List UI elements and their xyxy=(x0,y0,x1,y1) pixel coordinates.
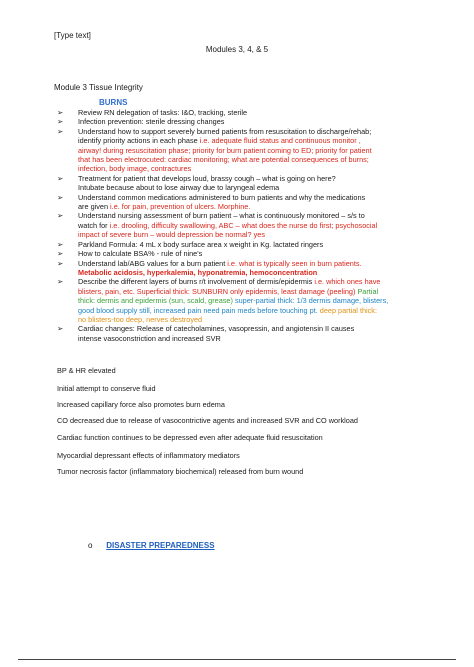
bullet-line xyxy=(78,202,437,211)
bullet-item xyxy=(57,211,437,239)
disaster-preparedness-link[interactable]: DISASTER PREPAREDNESS xyxy=(106,541,215,550)
bullet-line xyxy=(78,334,437,343)
text-run: Understand common medications administered to burn patients and why the medications xyxy=(78,192,366,202)
bullet-item xyxy=(57,127,437,174)
body-paragraph: BP & HR elevated xyxy=(57,366,116,375)
bullet-line xyxy=(78,240,437,249)
bullet-line xyxy=(78,211,437,220)
text-run: Parkland Formula: 4 mL x body surface area x weight in Kg. lactated ringers xyxy=(78,239,324,249)
arrow-bullet-icon: ➢ xyxy=(57,192,64,202)
arrow-bullet-icon: ➢ xyxy=(57,258,64,268)
bullet-line xyxy=(78,127,437,136)
text-run: Intubate because about to lose airway due to laryngeal edema xyxy=(78,183,280,193)
disaster-preparedness-item xyxy=(88,541,215,550)
bullet-line xyxy=(78,259,437,268)
bullet-line xyxy=(78,315,437,324)
body-paragraph: Cardiac function continues to be depressed even after adequate fluid resuscitation xyxy=(57,433,323,442)
text-run: How to calculate BSA% - rule of nine's xyxy=(78,249,203,259)
module-heading: Module 3 Tissue Integrity xyxy=(54,83,143,92)
bullet-line xyxy=(78,136,437,145)
body-paragraph: Initial attempt to conserve fluid xyxy=(57,384,156,393)
bullet-item xyxy=(57,240,437,249)
text-run: Understand how to support severely burned patients from resuscitation to discharge/rehab; xyxy=(78,126,372,136)
bullet-line xyxy=(78,296,437,305)
list-marker: o xyxy=(88,541,93,550)
bullet-item xyxy=(57,259,437,278)
text-run: good blood supply still, increased pain need pain meds before touching pt. xyxy=(78,305,320,315)
bullet-line xyxy=(78,108,437,117)
text-run: i.e. adequate fluid status and continuous monitor , xyxy=(199,136,361,146)
arrow-bullet-icon: ➢ xyxy=(57,117,64,127)
body-paragraph: Tumor necrosis factor (inflammatory biochemical) released from burn wound xyxy=(57,467,304,476)
bullet-line xyxy=(78,230,437,239)
arrow-bullet-icon: ➢ xyxy=(57,277,64,287)
bullet-line xyxy=(78,287,437,296)
text-run: i.e. for pain, prevention of ulcers. Morphine. xyxy=(110,202,251,212)
text-run: i.e. which ones have xyxy=(314,277,381,287)
bullet-line xyxy=(78,249,437,258)
bullet-line xyxy=(78,268,437,277)
bullet-item xyxy=(57,174,437,193)
text-run: Understand nursing assessment of burn patient – what is continuously monitored – s/s to xyxy=(78,211,365,221)
page-title: Modules 3, 4, & 5 xyxy=(205,45,269,54)
footer-divider xyxy=(18,659,456,660)
text-run: Understand lab/ABG values for a burn patient xyxy=(78,258,228,268)
text-run: identify priority actions in each phase xyxy=(78,136,200,146)
text-run: watch for xyxy=(78,220,110,230)
section-heading-burns: BURNS xyxy=(99,98,128,107)
bullet-item xyxy=(57,108,437,117)
text-run: Metabolic acidosis, hyperkalemia, hyponatremia, hemoconcentration xyxy=(78,267,318,277)
bullet-line xyxy=(78,146,437,155)
arrow-bullet-icon: ➢ xyxy=(57,211,64,221)
text-run: are given xyxy=(78,202,111,212)
text-run: airway! during resuscitation phase; priority for burn patient coming to ED; priority for patient xyxy=(78,145,372,155)
text-run: Describe the different layers of burns r/t involvement of dermis/epidermis xyxy=(78,277,315,287)
bullet-item xyxy=(57,117,437,126)
arrow-bullet-icon: ➢ xyxy=(57,239,64,249)
text-run: i.e. what is typically seen in burn patients. xyxy=(227,258,362,268)
text-run: blisters, pain, etc. Superficial thick: SUNBURN only epidermis, least damage (peeling) xyxy=(78,286,358,296)
header-type-text: [Type text] xyxy=(54,31,91,40)
text-run: thick: dermis and epidermis (sun, scald, grease) xyxy=(78,296,235,306)
text-run: infection, body image, contractures xyxy=(78,164,192,174)
bullet-line xyxy=(78,183,437,192)
text-run: intense vasoconstriction and increased SVR xyxy=(78,333,221,343)
body-paragraph: Increased capillary force also promotes burn edema xyxy=(57,400,225,409)
bullet-line xyxy=(78,164,437,173)
arrow-bullet-icon: ➢ xyxy=(57,249,64,259)
text-run: Cardiac changes: Release of catecholamines, vasopressin, and angiotensin II causes xyxy=(78,324,355,334)
text-run: i.e. drooling, difficulty swallowing, ABC – what does the nurse do first; psychosocial xyxy=(109,220,378,230)
text-run: Partial xyxy=(357,286,379,296)
bullet-line xyxy=(78,277,437,286)
bullet-item xyxy=(57,193,437,212)
text-run: deep partial thick: xyxy=(319,305,377,315)
body-paragraph: Myocardial depressant effects of inflammatory mediators xyxy=(57,451,240,460)
text-run: Review RN delegation of tasks: I&O, tracking, sterile xyxy=(78,108,248,117)
arrow-bullet-icon: ➢ xyxy=(57,126,64,136)
bullet-line xyxy=(78,117,437,126)
bullet-item xyxy=(57,277,437,324)
arrow-bullet-icon: ➢ xyxy=(57,173,64,183)
bullet-line xyxy=(78,306,437,315)
text-run: super-partial thick: 1/3 dermis damage, blisters, xyxy=(234,296,389,306)
bullet-line xyxy=(78,193,437,202)
text-run: no blisters-too deep, nerves destroyed xyxy=(78,314,203,324)
body-paragraph: CO decreased due to release of vasocontrictive agents and increased SVR and CO workload xyxy=(57,416,358,425)
bullet-item xyxy=(57,324,437,343)
text-run: that has been electrocuted: cardiac monitoring; what are potential consequences of burns; xyxy=(78,155,369,165)
burns-bullet-list xyxy=(57,108,437,343)
text-run: impact of severe burn – would depression be normal? yes xyxy=(78,230,265,240)
bullet-line xyxy=(78,155,437,164)
text-run: Treatment for patient that develops loud, brassy cough – what is going on here? xyxy=(78,173,336,183)
bullet-line xyxy=(78,324,437,333)
text-run: Infection prevention: sterile dressing changes xyxy=(78,117,225,127)
bullet-item xyxy=(57,249,437,258)
bullet-line xyxy=(78,221,437,230)
arrow-bullet-icon: ➢ xyxy=(57,324,64,334)
bullet-line xyxy=(78,174,437,183)
arrow-bullet-icon: ➢ xyxy=(57,108,64,117)
